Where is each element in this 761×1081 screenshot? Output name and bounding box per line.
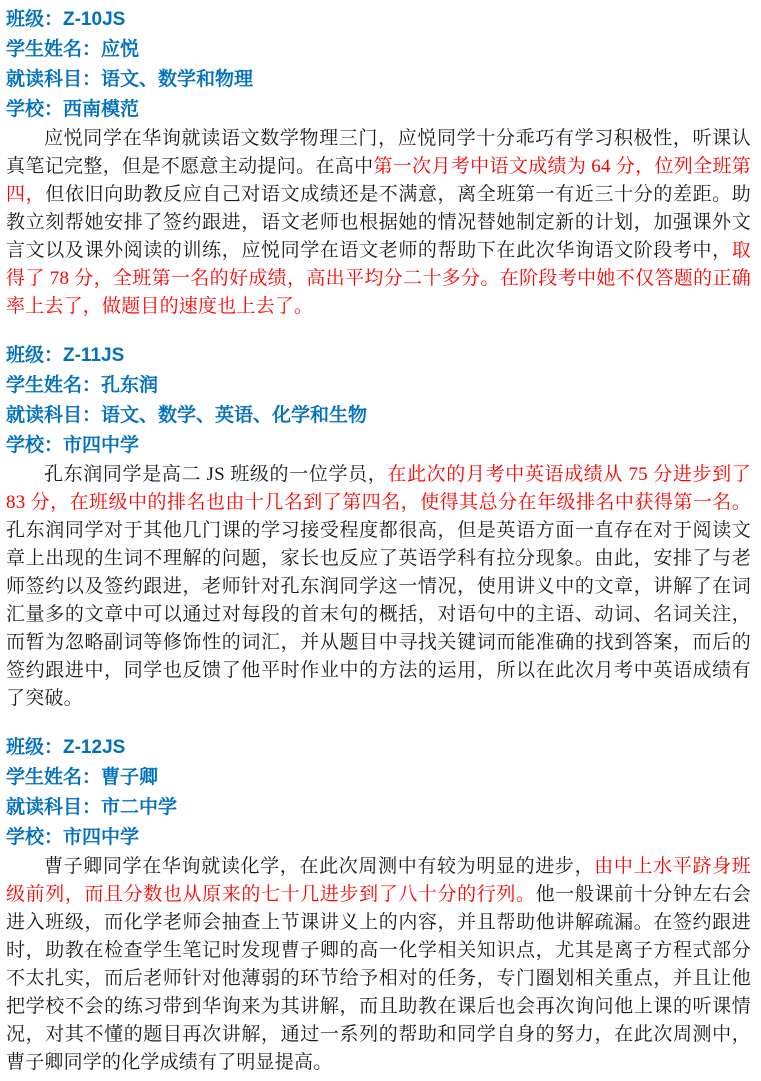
text-run: 孔东润同学是高二 JS 班级的一位学员， (44, 464, 388, 485)
text-run: 曹子卿同学在华询就读化学，在此次周测中有较为明显的进步， (44, 856, 595, 877)
student-report-section-1 (6, 5, 751, 321)
field-line-subjects: 就读科目：语文、数学和物理 (6, 69, 254, 90)
highlight-text-run: 由中上水平跻身班级前列，而且分数也从原来的七十几进步到了八十分的行列。 (6, 856, 751, 905)
field-line-class: 班级：Z-11JS (6, 345, 125, 366)
field-line-school: 学校：市四中学 (6, 827, 140, 848)
field-line-class: 班级：Z-12JS (6, 737, 126, 758)
field-line-student-name: 学生姓名：应悦 (6, 39, 140, 60)
report-paragraph (6, 125, 751, 321)
text-run: 他一般课前十分钟左右会进入班级，而化学老师会抽查上节课讲义上的内容，并且帮助他讲解疏漏。在签约跟进时，助教在检查学生笔记时发现曹子卿的高一化学相关知识点，尤其是离子方程式部分不太扎实，而后老师针对他薄弱的环节给予相对的任务，专门圈划相关重点，并且让他把学校不会的练习带到华询来为其讲解，而且助教在课后也会再次询问他上课的听课情况，对其不懂的题目再次讲解，通过一系列的帮助和同学自身的努力，在此次周测中，曹子卿同学的化学成绩有了明显提高。 (6, 884, 752, 1073)
field-line-school: 学校：市四中学 (6, 435, 140, 456)
highlight-text-run: 取得了 78 分，全班第一名的好成绩，高出平均分二十多分。在阶段考中她不仅答题的正确率上去了，做题目的速度也上去了。 (6, 240, 751, 317)
highlight-text-run: 在此次的月考中英语成绩从 75 分进步到了 83 分，在班级中的排名也由十几名到了第四名，使得其总分在年级排名中获得第一名。 (6, 464, 752, 513)
field-line-student-name: 学生姓名：曹子卿 (6, 767, 159, 788)
text-run: 孔东润同学对于其他几门课的学习接受程度都很高，但是英语方面一直存在对于阅读文章上出现的生词不理解的问题，家长也反应了英语学科有拉分现象。由此，安排了与老师签约以及签约跟进，老师针对孔东润同学这一情况，使用讲义中的文章，讲解了在词汇量多的文章中可以通过对每段的首末句的概括，对语句中的主语、动词、名词关注，而暂为忽略副词等修饰性的词汇，并从题目中寻找关键词而能准确的找到答案，而后的签约跟进中，同学也反馈了他平时作业中的方法的运用，所以在此次月考中英语成绩有了突破。 (6, 520, 751, 709)
field-line-subjects: 就读科目：语文、数学、英语、化学和生物 (6, 405, 368, 426)
report-paragraph (6, 461, 751, 713)
field-line-subjects: 就读科目：市二中学 (6, 797, 178, 818)
text-run: 应悦同学在华询就读语文数学物理三门，应悦同学十分乖巧有学习积极性，听课认真笔记完整，但是不愿意主动提问。在高中 (6, 128, 751, 177)
student-report-section-3 (6, 733, 751, 1077)
report-paragraph (6, 853, 751, 1077)
field-line-student-name: 学生姓名：孔东润 (6, 375, 159, 396)
student-report-section-2 (6, 341, 751, 713)
field-line-school: 学校：西南模范 (6, 99, 140, 120)
field-line-class: 班级：Z-10JS (6, 9, 126, 30)
text-run: 但依旧向助教反应自己对语文成绩还是不满意，离全班第一有近三十分的差距。助教立刻帮她安排了签约跟进，语文老师也根据她的情况替她制定新的计划，加强课外文言文以及课外阅读的训练，应悦同学在语文老师的帮助下在此次华询语文阶段考中， (6, 184, 751, 261)
highlight-text-run: 第一次月考中语文成绩为 64 分，位列全班第四， (6, 156, 751, 205)
